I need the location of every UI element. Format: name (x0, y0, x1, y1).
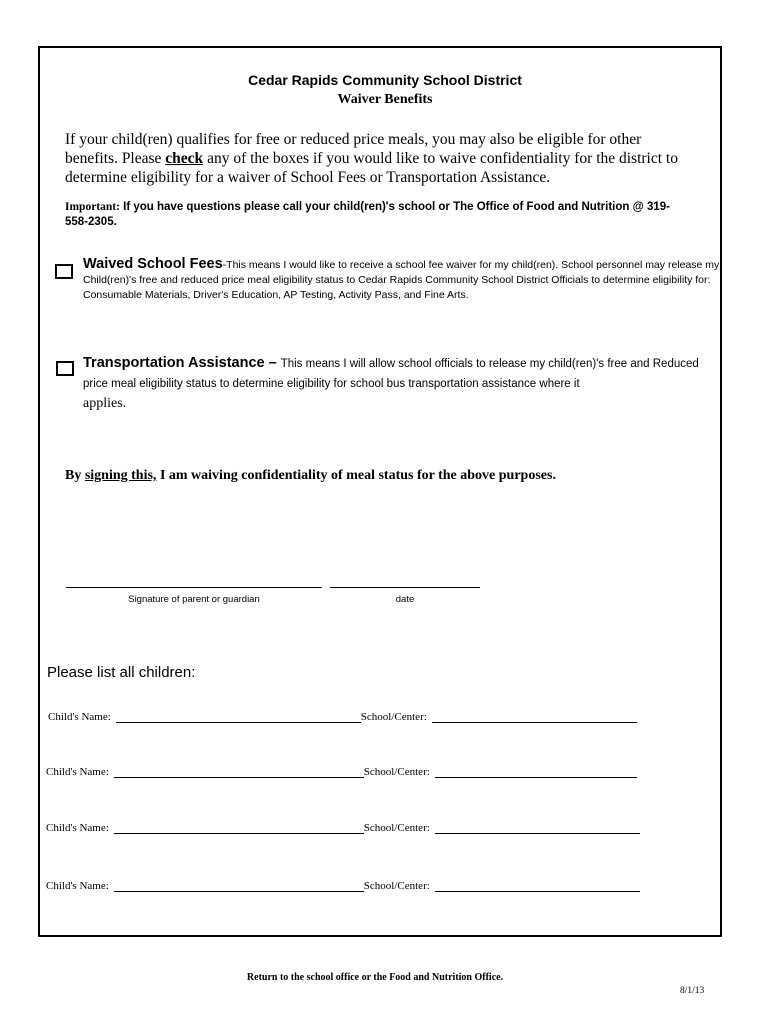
child-row (46, 822, 640, 834)
school-center-field[interactable] (432, 712, 637, 723)
child-name-field[interactable] (116, 712, 361, 723)
child-name-field[interactable] (114, 767, 364, 778)
child-row (46, 766, 637, 778)
school-center-label: School/Center: (363, 822, 430, 834)
check-word: check (165, 150, 204, 167)
signature-label: Signature of parent or guardian (128, 594, 260, 605)
transportation-assistance-tail: applies. (83, 396, 127, 411)
organization-name: Cedar Rapids Community School District (248, 72, 522, 88)
important-lead: Important: (65, 201, 120, 213)
intro-text-after: any of the boxes if you would like to waive confidentiality for the district to determine eligibility for a waiver of School Fees or Transportation Assistance. (65, 150, 678, 186)
waived-school-fees-option (83, 257, 723, 303)
transportation-assistance-checkbox[interactable] (56, 361, 74, 376)
important-text: If you have questions please call your child(ren)'s school or The Office of Food and Nutrition @ 319-558-2305. (65, 201, 671, 228)
school-center-label: School/Center: (360, 711, 427, 723)
transportation-dash: – (264, 355, 281, 371)
consent-by: By (65, 468, 85, 483)
form-title: Waiver Benefits (337, 92, 433, 107)
child-name-field[interactable] (114, 881, 364, 892)
waived-school-fees-description: -This means I would like to receive a school fee waiver for my child(ren). School personnel may release my Child(ren)'s free and reduced price meal eligibility status to Cedar Rapids Community School District Officials to determine eligibility for: Consumable Materials, Driver's Education, AP Testing, Activity Pass, and Fine Arts. (83, 259, 720, 301)
intro-paragraph (65, 130, 685, 187)
important-notice (65, 200, 685, 230)
child-name-label: Child's Name: (46, 822, 109, 834)
school-center-field[interactable] (435, 881, 640, 892)
date-line[interactable] (330, 587, 480, 588)
school-center-label: School/Center: (363, 766, 430, 778)
date-label: date (395, 594, 415, 605)
child-row (48, 711, 637, 723)
school-center-label: School/Center: (363, 880, 430, 892)
consent-rest: I am waiving confidentiality of meal status for the above purposes. (156, 468, 556, 483)
signature-line[interactable] (66, 587, 322, 588)
transportation-assistance-option (83, 353, 703, 414)
return-instruction: Return to the school office or the Food and Nutrition Office. (246, 972, 504, 983)
school-center-field[interactable] (435, 823, 640, 834)
intro-text-before: If your child(ren) qualifies for free or reduced price meals, you may also be eligible for other benefits. Please (65, 131, 642, 167)
waived-school-fees-heading: Waived School Fees (83, 256, 223, 272)
child-name-label: Child's Name: (46, 880, 109, 892)
transportation-assistance-description: This means I will allow school officials to release my child(ren)'s free and Reduced price meal eligibility status to determine eligibility for school bus transportation assistance where it (83, 358, 699, 390)
consent-statement (65, 468, 556, 484)
child-name-label: Child's Name: (46, 766, 109, 778)
child-name-label: Child's Name: (48, 711, 111, 723)
child-row (46, 880, 640, 892)
transportation-assistance-heading: Transportation Assistance (83, 355, 265, 371)
consent-signing: signing this, (84, 468, 157, 483)
school-center-field[interactable] (435, 767, 637, 778)
child-name-field[interactable] (114, 823, 364, 834)
waived-school-fees-checkbox[interactable] (55, 264, 73, 279)
revision-date: 8/1/13 (680, 986, 705, 996)
children-list-heading: Please list all children: (47, 664, 196, 681)
